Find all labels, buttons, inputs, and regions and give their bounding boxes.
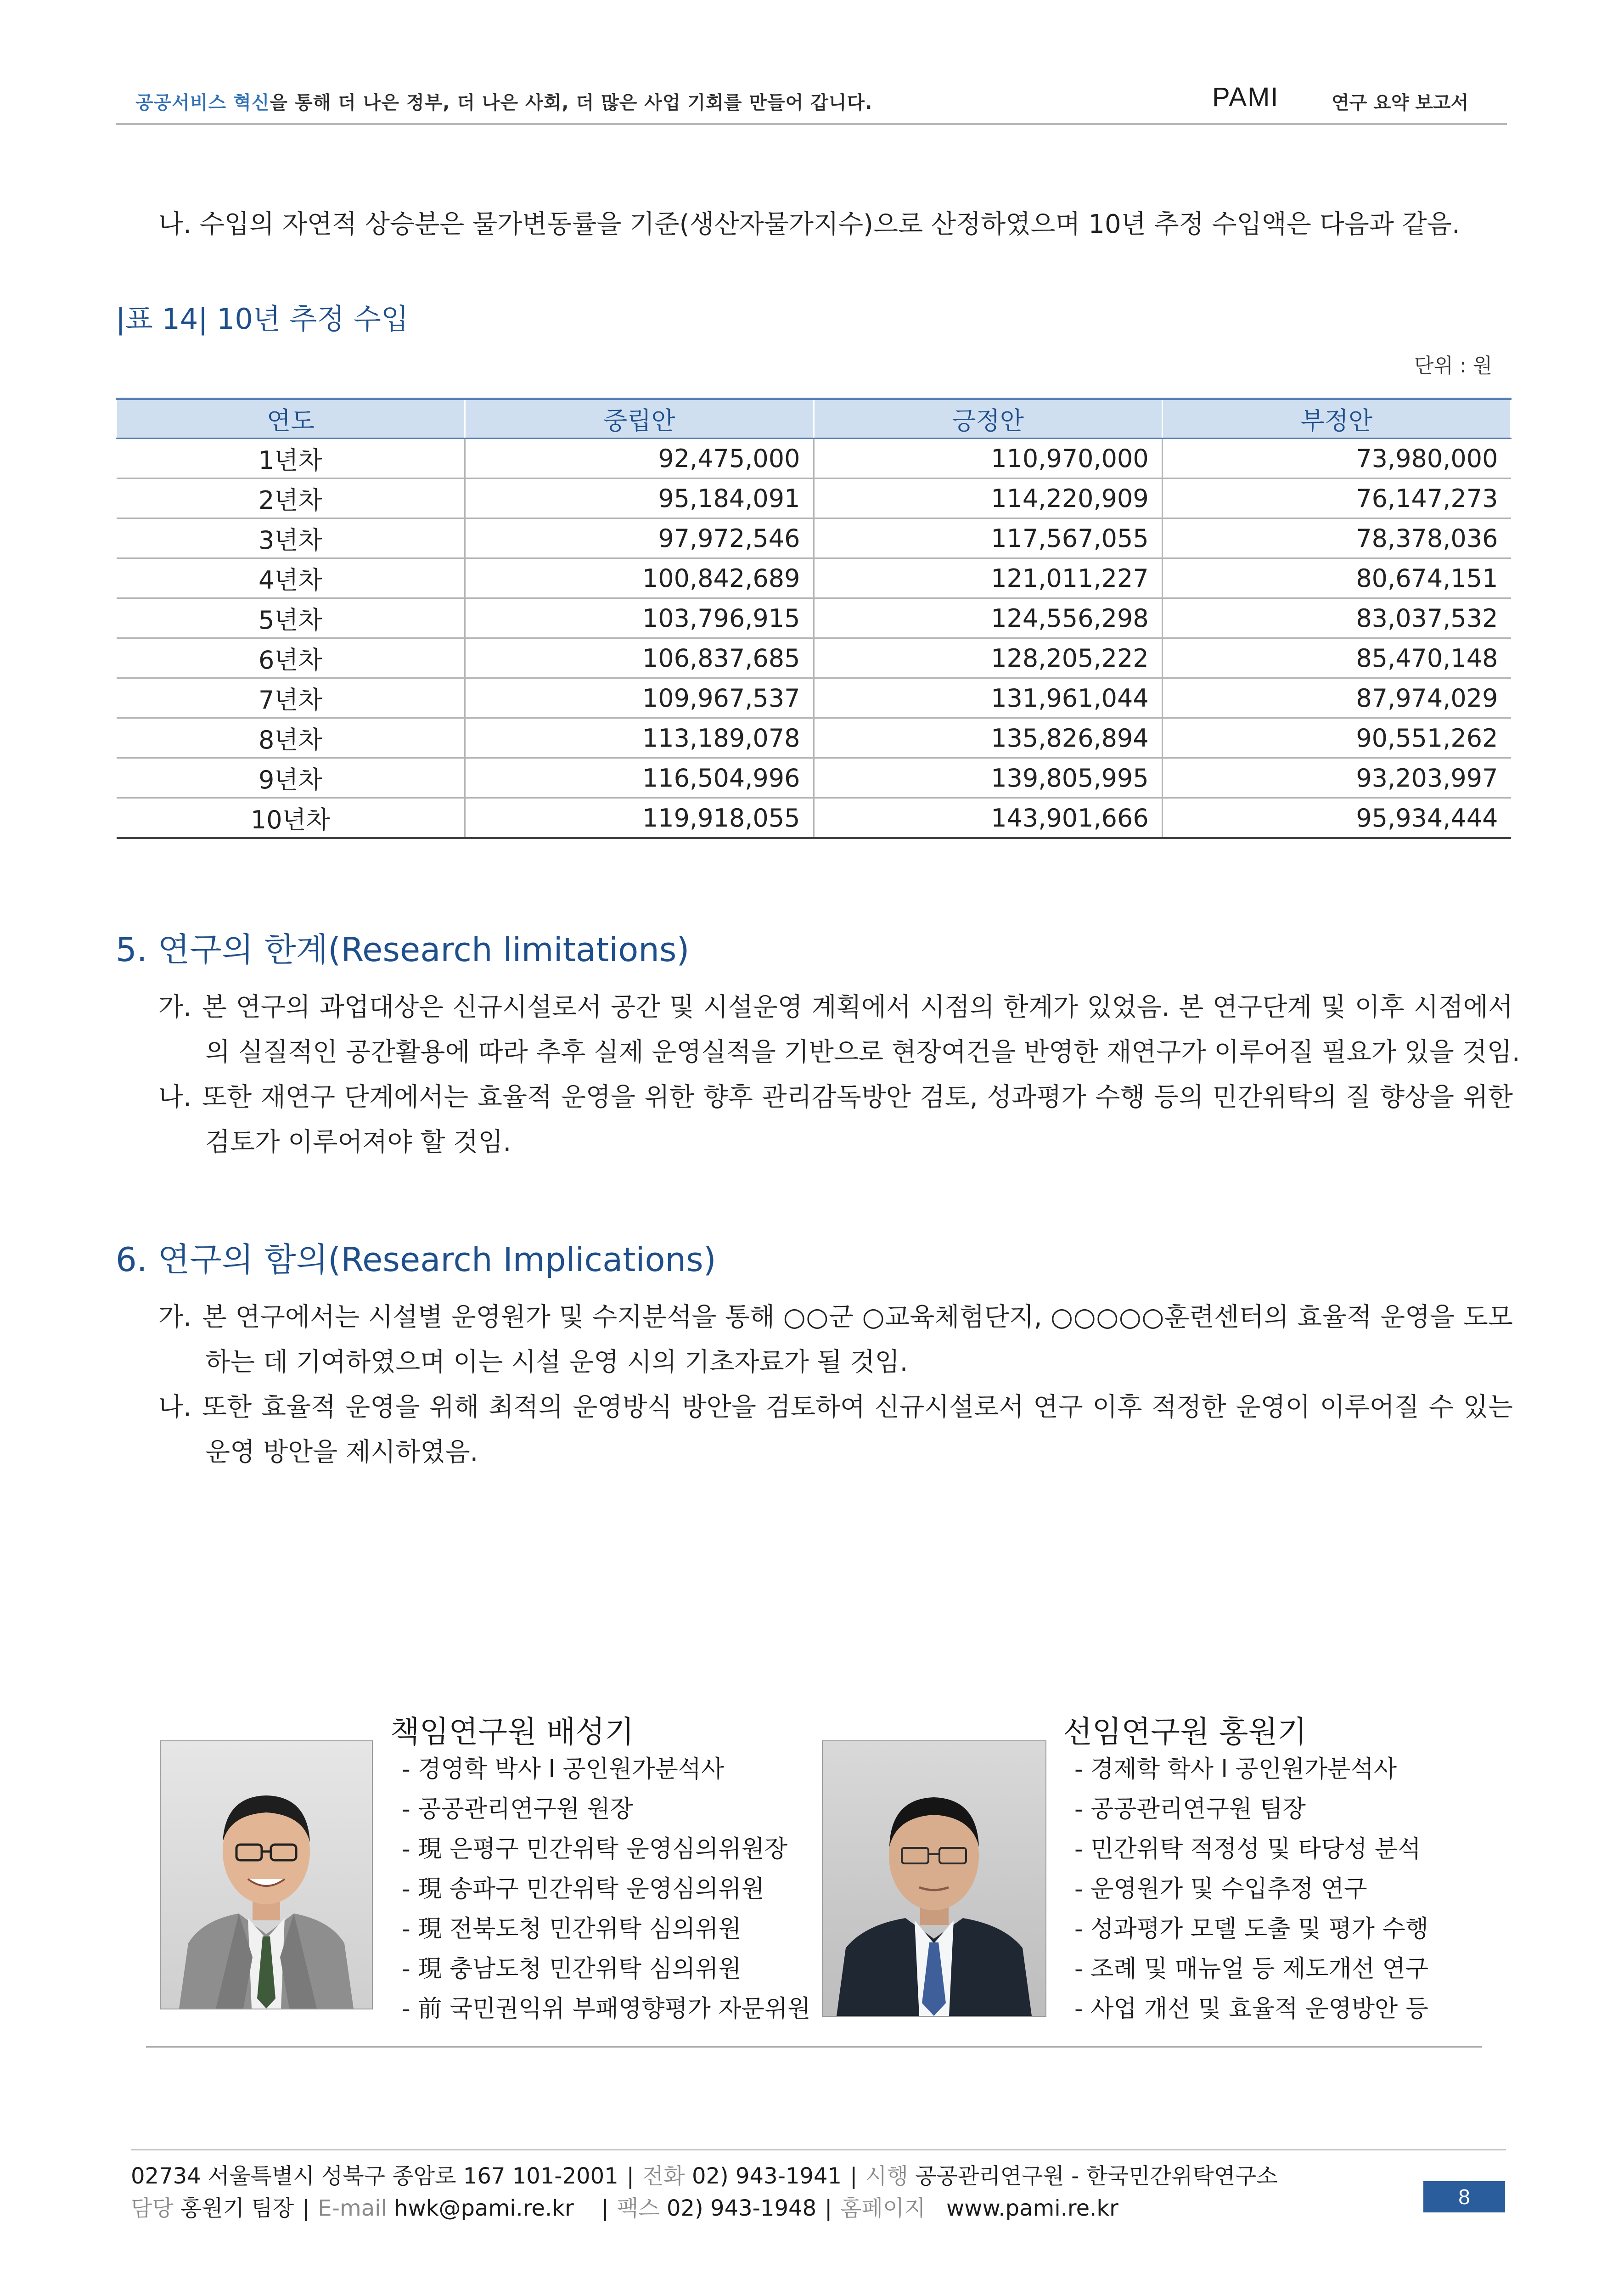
item-text: 본 연구에서는 시설별 운영원가 및 수지분석을 통해 ○○군 ○교육체험단지, ○○○○○훈련센터의 효율적 운영을 도모 (202, 1302, 1513, 1332)
table-row (117, 758, 1511, 798)
header-report-type: 연구 요약 보고서 (1332, 92, 1469, 113)
section-6-item-a (158, 1295, 1513, 1340)
column-header-year: 연도 (117, 399, 465, 439)
cell-positive: 114,220,909 (814, 478, 1162, 518)
researcher-1-details (402, 1750, 810, 2029)
table-title: |표 14| 10년 추정 수입 (116, 302, 409, 336)
section-5-item-a-cont: 의 실질적인 공간활용에 따라 추후 실제 운영실적을 기반으로 현장여건을 반영한 재연구가 이루어질 필요가 있을 것임. (205, 1037, 1520, 1067)
cell-neutral: 100,842,689 (465, 558, 814, 598)
cell-year: 3년차 (117, 518, 465, 558)
footer-phone-label: 전화 (642, 2163, 685, 2189)
cell-year: 8년차 (117, 718, 465, 758)
researcher-2-details (1074, 1750, 1428, 2029)
section-6-item-b-cont: 운영 방안을 제시하였음. (205, 1437, 478, 1467)
item-text: 또한 재연구 단계에서는 효율적 운영을 위한 향후 관리감독방안 검토, 성과평가 수행 등의 민간위탁의 질 향상을 위한 (202, 1082, 1513, 1112)
footer-publisher: 공공관리연구원 - 한국민간위탁연구소 (915, 2163, 1278, 2189)
footer-fax: 02) 943-1948 (666, 2195, 817, 2221)
column-header-neutral: 중립안 (465, 399, 814, 439)
item-label: 나. (158, 1392, 191, 1422)
researcher-2-detail: - 성과평가 모델 도출 및 평가 수행 (1074, 1909, 1428, 1949)
table-row (117, 718, 1511, 758)
page-number: 8 (1423, 2181, 1505, 2212)
researcher-2-detail: - 사업 개선 및 효율적 운영방안 등 (1074, 1989, 1428, 2029)
cell-positive: 117,567,055 (814, 518, 1162, 558)
cell-year: 7년차 (117, 678, 465, 718)
section-5-item-b-cont: 검토가 이루어져야 할 것임. (205, 1127, 511, 1157)
cell-negative: 76,147,273 (1162, 478, 1511, 518)
section-6-item-b (158, 1385, 1513, 1430)
cell-positive: 143,901,666 (814, 798, 1162, 838)
cell-negative: 83,037,532 (1162, 598, 1511, 638)
cell-year: 4년차 (117, 558, 465, 598)
header-divider (116, 123, 1507, 125)
item-label: 가. (158, 992, 191, 1022)
footer-fax-label: 팩스 (617, 2195, 660, 2221)
table-unit: 단위 : 원 (1414, 354, 1493, 377)
header-slogan (135, 88, 872, 114)
cell-positive: 131,961,044 (814, 678, 1162, 718)
footer-line-1: 02734 서울특별시 성북구 종암로 167 101-2001 | 전화 02) 943-1941 | 시행 공공관리연구원 - 한국민간위탁연구소 (131, 2163, 1278, 2189)
footer-contact-label: 담당 (131, 2195, 174, 2221)
researcher-1-detail: - 경영학 박사 l 공인원가분석사 (402, 1750, 810, 1790)
table-row (117, 678, 1511, 718)
cell-negative: 87,974,029 (1162, 678, 1511, 718)
footer-publisher-label: 시행 (865, 2163, 909, 2189)
cell-year: 10년차 (117, 798, 465, 838)
footer-address: 02734 서울특별시 성북구 종암로 167 101-2001 (131, 2163, 618, 2189)
researcher-1-detail: - 現 충남도청 민간위탁 심의위원 (402, 1949, 810, 1989)
cell-negative: 93,203,997 (1162, 758, 1511, 798)
researchers-divider (146, 2046, 1482, 2048)
section-5-item-a (158, 985, 1513, 1030)
item-label: 가. (158, 1302, 191, 1332)
item-text: 본 연구의 과업대상은 신규시설로서 공간 및 시설운영 계획에서 시점의 한계가 있었음. 본 연구단계 및 이후 시점에서 (202, 992, 1513, 1022)
column-header-negative: 부정안 (1162, 399, 1511, 439)
table-header-row (117, 399, 1511, 439)
item-text: 또한 효율적 운영을 위해 최적의 운영방식 방안을 검토하여 신규시설로서 연구 이후 적정한 운영이 이루어질 수 있는 (202, 1392, 1513, 1422)
section-5-item-b (158, 1075, 1513, 1120)
cell-neutral: 109,967,537 (465, 678, 814, 718)
cell-positive: 121,011,227 (814, 558, 1162, 598)
researcher-1-detail: - 現 은평구 민간위탁 운영심의위원장 (402, 1829, 810, 1869)
cell-negative: 90,551,262 (1162, 718, 1511, 758)
cell-negative: 78,378,036 (1162, 518, 1511, 558)
table-row (117, 518, 1511, 558)
table-row (117, 558, 1511, 598)
header-slogan-highlight: 공공서비스 혁신 (135, 92, 270, 113)
section-5-title: 5. 연구의 한계(Research limitations) (116, 930, 690, 969)
researcher-2-detail: - 운영원가 및 수입추정 연구 (1074, 1869, 1428, 1909)
cell-negative: 80,674,151 (1162, 558, 1511, 598)
section-6-item-a-cont: 하는 데 기여하였으며 이는 시설 운영 시의 기초자료가 될 것임. (205, 1347, 908, 1377)
header-slogan-rest: 을 통해 더 나은 정부, 더 나은 사회, 더 많은 사업 기회를 만들어 갑니다. (270, 92, 873, 113)
footer-contact: 홍원기 팀장 (180, 2195, 294, 2221)
researcher-2-detail: - 공공관리연구원 팀장 (1074, 1790, 1428, 1829)
researcher-1-detail: - 前 국민권익위 부패영향평가 자문위원 (402, 1989, 810, 2029)
cell-positive: 135,826,894 (814, 718, 1162, 758)
researcher-2-detail: - 조례 및 매뉴얼 등 제도개선 연구 (1074, 1949, 1428, 1989)
researcher-2-name: 선임연구원 홍원기 (1063, 1714, 1307, 1750)
cell-year: 2년차 (117, 478, 465, 518)
cell-neutral: 116,504,996 (465, 758, 814, 798)
intro-paragraph: 나. 수입의 자연적 상승분은 물가변동률을 기준(생산자물가지수)으로 산정하였으며 10년 추정 수입액은 다음과 같음. (158, 209, 1460, 239)
researcher-2-photo (822, 1740, 1046, 2017)
cell-positive: 124,556,298 (814, 598, 1162, 638)
footer-phone: 02) 943-1941 (691, 2163, 842, 2189)
cell-neutral: 113,189,078 (465, 718, 814, 758)
researcher-1-detail: - 現 송파구 민간위탁 운영심의위원 (402, 1869, 810, 1909)
researcher-2-detail: - 민간위탁 적정성 및 타당성 분석 (1074, 1829, 1428, 1869)
researcher-1-photo (160, 1740, 373, 2009)
researcher-1-name: 책임연구원 배성기 (390, 1714, 635, 1750)
cell-year: 6년차 (117, 638, 465, 678)
footer-divider (131, 2149, 1506, 2150)
researcher-1-detail: - 現 전북도청 민간위탁 심의위원 (402, 1909, 810, 1949)
table-row (117, 798, 1511, 838)
cell-positive: 128,205,222 (814, 638, 1162, 678)
footer-homepage-label: 홈페이지 (840, 2195, 926, 2221)
cell-neutral: 106,837,685 (465, 638, 814, 678)
table-row (117, 598, 1511, 638)
cell-year: 9년차 (117, 758, 465, 798)
table-row (117, 439, 1511, 478)
cell-negative: 95,934,444 (1162, 798, 1511, 838)
footer-line-2: 담당 홍원기 팀장 | E-mail hwk@pami.re.kr | 팩스 02) 943-1948 | 홈페이지 www.pami.re.kr (131, 2195, 1118, 2221)
table-row (117, 638, 1511, 678)
cell-negative: 73,980,000 (1162, 439, 1511, 478)
item-label: 나. (158, 1082, 191, 1112)
table-row (117, 478, 1511, 518)
section-6-title: 6. 연구의 함의(Research Implications) (116, 1240, 716, 1279)
cell-year: 1년차 (117, 439, 465, 478)
researcher-1-detail: - 공공관리연구원 원장 (402, 1790, 810, 1829)
cell-neutral: 92,475,000 (465, 439, 814, 478)
cell-positive: 139,805,995 (814, 758, 1162, 798)
researcher-2-detail: - 경제학 학사 l 공인원가분석사 (1074, 1750, 1428, 1790)
estimated-income-table (116, 398, 1512, 839)
header-brand: PAMI (1212, 82, 1279, 112)
cell-neutral: 119,918,055 (465, 798, 814, 838)
footer-email-label: E-mail (318, 2195, 387, 2221)
cell-neutral: 103,796,915 (465, 598, 814, 638)
cell-negative: 85,470,148 (1162, 638, 1511, 678)
column-header-positive: 긍정안 (814, 399, 1162, 439)
cell-positive: 110,970,000 (814, 439, 1162, 478)
footer-homepage-link[interactable]: www.pami.re.kr (946, 2195, 1118, 2221)
cell-year: 5년차 (117, 598, 465, 638)
footer-email-link[interactable]: hwk@pami.re.kr (394, 2195, 574, 2221)
cell-neutral: 95,184,091 (465, 478, 814, 518)
cell-neutral: 97,972,546 (465, 518, 814, 558)
